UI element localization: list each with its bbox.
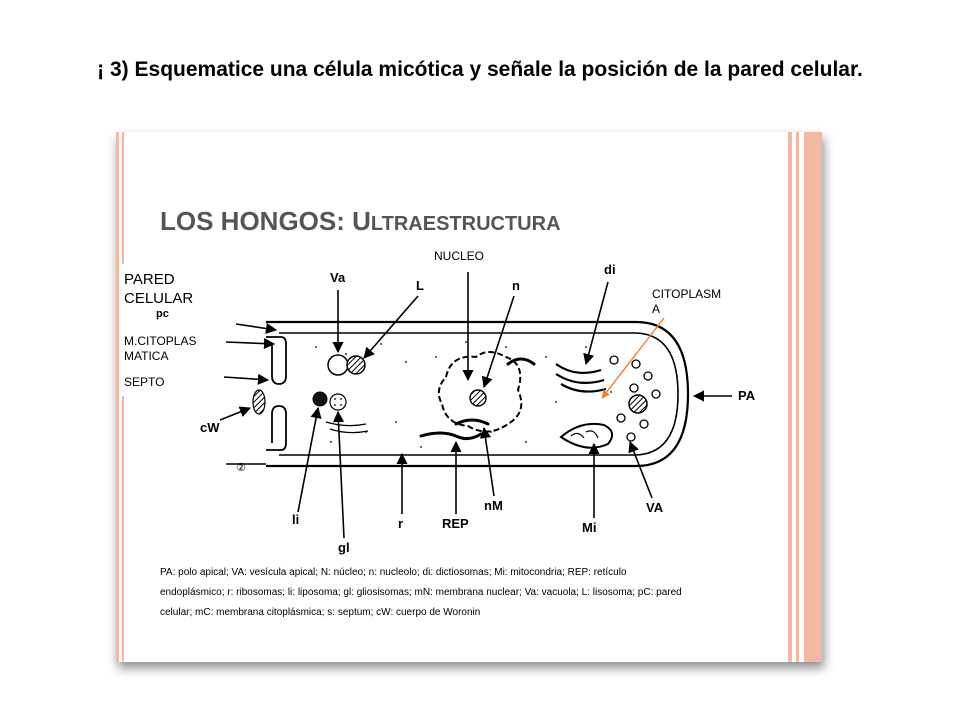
er-fragment-1 <box>326 422 366 426</box>
glyoxysome <box>330 394 346 410</box>
arrow-n <box>484 296 514 387</box>
label-n: n <box>512 278 520 293</box>
er-fragment-2 <box>330 429 368 433</box>
woronin-body <box>253 390 265 414</box>
right-border-3 <box>804 132 822 662</box>
dictyosome-1 <box>556 364 601 373</box>
label-pc: pc <box>156 308 169 320</box>
label-li: li <box>292 512 300 527</box>
label-circled-2: ② <box>236 462 246 474</box>
right-border-1 <box>788 132 792 662</box>
diagram-figure <box>116 132 822 662</box>
label-mi: Mi <box>582 520 597 535</box>
label-mcitoplasmatica-2: MATICA <box>124 349 169 363</box>
arrow-nm <box>484 428 494 496</box>
arrow-pared <box>236 324 276 330</box>
arrow-septo <box>224 377 268 380</box>
label-pared: PARED <box>124 271 175 288</box>
vacuole <box>328 355 348 375</box>
label-pa: PA <box>738 388 756 403</box>
dictyosome-3 <box>561 384 606 392</box>
arrow-cw <box>220 408 250 420</box>
right-border-2 <box>796 132 799 662</box>
endoplasmic-reticulum-3 <box>508 359 534 364</box>
label-di: di <box>604 262 616 277</box>
mitochondrion <box>561 424 612 448</box>
label-r: r <box>398 516 404 531</box>
label-citoplasma-2: A <box>652 302 661 316</box>
arrow-gl <box>338 412 344 538</box>
apical-vesicle-top <box>610 356 618 364</box>
label-va-lower: VA <box>646 500 664 515</box>
endoplasmic-reticulum-2 <box>456 420 488 424</box>
label-va-upper: Va <box>330 270 346 285</box>
left-border <box>116 132 119 662</box>
legend-line-3: celular; mC: membrana citoplásmica; s: septum; cW: cuerpo de Woronin <box>160 607 481 618</box>
lysosome <box>347 356 365 374</box>
left-border-thin <box>122 132 124 662</box>
apical-body <box>629 395 647 413</box>
label-septo: SEPTO <box>124 375 165 389</box>
legend-line-2: endoplásmico; r: ribosomas; li: liposoma; gl: gliosisomas; mN: membrana nuclear; Va: vacuola; L: lisosoma; pC: pared <box>160 587 682 598</box>
septum-lower <box>266 406 286 450</box>
figure-heading: LOS HONGOS: ULTRAESTRUCTURA <box>160 206 561 236</box>
label-nucleo: NUCLEO <box>434 249 485 263</box>
arrow-va-lower <box>630 442 652 498</box>
label-rep: REP <box>442 516 469 531</box>
cell-diagram-svg <box>116 132 822 662</box>
label-l: L <box>416 278 424 293</box>
label-gl: gl <box>338 540 350 555</box>
slide-title: ¡ 3) Esquematice una célula micótica y señale la posición de la pared celular. <box>97 58 863 81</box>
endoplasmic-reticulum-1 <box>421 433 481 439</box>
legend-line-1: PA: polo apical; VA: vesícula apical; N: núcleo; n: nucleolo; di: dictiosomas; Mi: mitocondria; REP: retículo <box>160 567 627 578</box>
label-cw: cW <box>200 420 220 435</box>
label-mcitoplasmatica-1: M.CITOPLAS <box>124 334 197 348</box>
arrow-li <box>298 408 318 512</box>
arrow-l <box>364 296 418 358</box>
label-citoplasma-1: CITOPLASM <box>652 287 722 301</box>
nucleolus <box>470 390 486 406</box>
arrow-mcitoplasmatica <box>226 342 274 344</box>
dictyosome-2 <box>556 374 604 383</box>
liposome <box>313 392 327 406</box>
label-celular: CELULAR <box>124 290 194 307</box>
label-nm: nM <box>484 498 503 513</box>
